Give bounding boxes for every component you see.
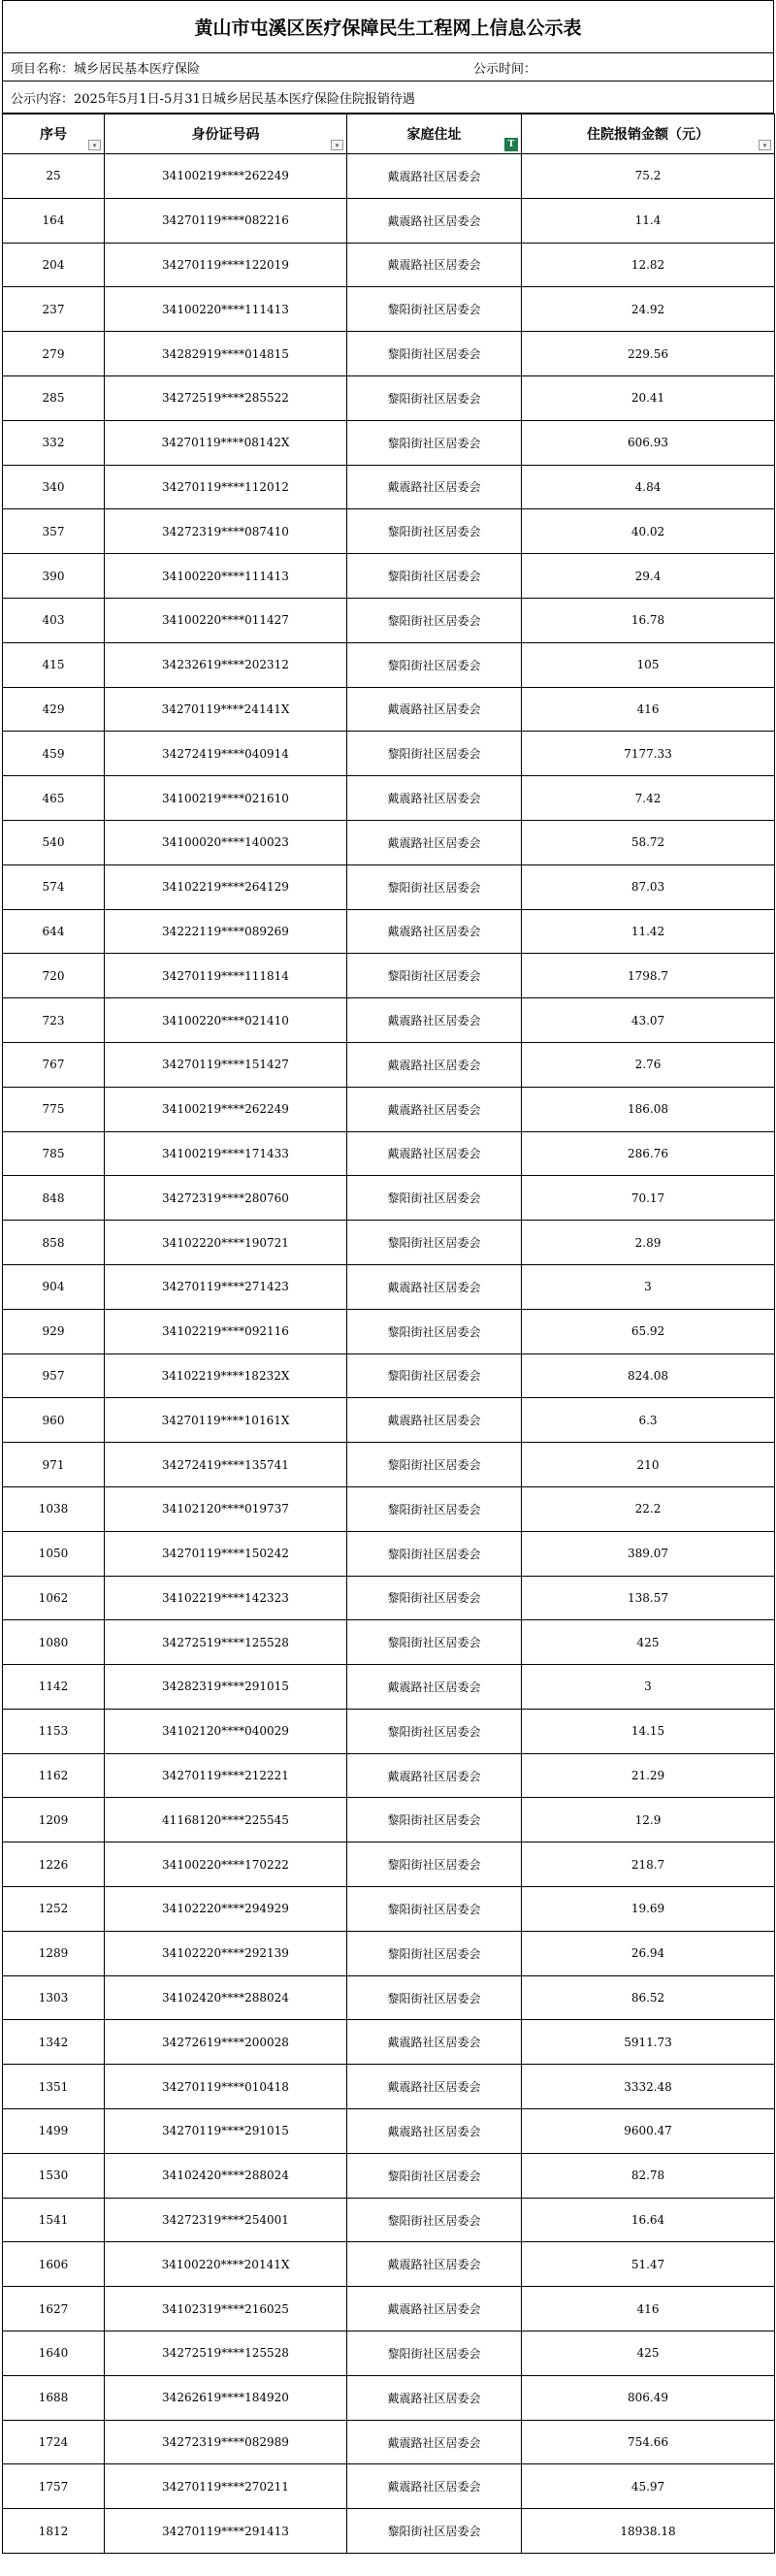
filter-active-icon[interactable]: T [504,138,518,151]
cell-index: 1627 [3,2287,105,2331]
cell-amount: 138.57 [522,1576,775,1620]
cell-index: 1038 [3,1486,105,1531]
table-row [3,1709,775,1753]
cell-index: 1724 [3,2420,105,2464]
cell-address: 黎阳街社区居委会 [347,1620,522,1665]
cell-id-number: 34100219****262249 [105,154,347,199]
cell-id-number: 34100220****20141X [105,2242,347,2287]
cell-amount: 75.2 [522,154,775,199]
cell-id-number: 34270119****112012 [105,465,347,509]
header-id-number [105,114,347,154]
cell-amount: 40.02 [522,509,775,554]
cell-address: 戴震路社区居委会 [347,2464,522,2509]
table-row [3,1042,775,1087]
cell-id-number: 34102120****019737 [105,1486,347,1531]
cell-index: 775 [3,1087,105,1131]
cell-id-number: 34282919****014815 [105,332,347,376]
table-row [3,864,775,909]
cell-index: 390 [3,554,105,599]
cell-index: 1153 [3,1709,105,1753]
cell-index: 971 [3,1443,105,1487]
cell-address: 黎阳街社区居委会 [347,864,522,909]
cell-id-number: 34270119****291413 [105,2509,347,2554]
cell-address: 戴震路社区居委会 [347,2287,522,2331]
cell-address: 黎阳街社区居委会 [347,1842,522,1887]
cell-index: 285 [3,375,105,420]
cell-index: 1499 [3,2109,105,2154]
cell-index: 785 [3,1131,105,1176]
table-row [3,1842,775,1887]
cell-id-number: 34102219****092116 [105,1309,347,1353]
cell-address: 戴震路社区居委会 [347,1753,522,1798]
cell-index: 1209 [3,1798,105,1842]
table-row [3,554,775,599]
cell-amount: 65.92 [522,1309,775,1353]
cell-amount: 11.42 [522,909,775,954]
cell-index: 1351 [3,2065,105,2109]
public-notice-sheet [2,0,774,2554]
cell-index: 415 [3,642,105,687]
table-row [3,1576,775,1620]
cell-address: 戴震路社区居委会 [347,820,522,864]
cell-index: 1162 [3,1753,105,1798]
cell-id-number: 34102220****294929 [105,1887,347,1932]
table-row [3,1620,775,1665]
cell-index: 723 [3,998,105,1043]
cell-index: 1289 [3,1931,105,1975]
cell-amount: 16.64 [522,2198,775,2242]
cell-index: 164 [3,198,105,243]
cell-amount: 22.2 [522,1486,775,1531]
cell-amount: 11.4 [522,198,775,243]
header-id-number-label: 身份证号码 [191,127,260,143]
cell-index: 332 [3,420,105,465]
cell-id-number: 34100220****021410 [105,998,347,1043]
cell-index: 1062 [3,1576,105,1620]
cell-amount: 51.47 [522,2242,775,2287]
table-row [3,2109,775,2154]
cell-amount: 26.94 [522,1931,775,1975]
cell-address: 戴震路社区居委会 [347,687,522,732]
cell-id-number: 34262619****184920 [105,2375,347,2420]
cell-id-number: 34102420****288024 [105,2153,347,2198]
cell-amount: 86.52 [522,1975,775,2020]
cell-id-number: 34102319****216025 [105,2287,347,2331]
cell-id-number: 34100220****170222 [105,1842,347,1887]
header-address [347,114,522,154]
cell-amount: 218.7 [522,1842,775,1887]
table-row [3,2464,775,2509]
cell-id-number: 34270119****150242 [105,1531,347,1576]
cell-address: 戴震路社区居委会 [347,465,522,509]
cell-amount: 1798.7 [522,954,775,998]
cell-address: 戴震路社区居委会 [347,2109,522,2154]
cell-address: 戴震路社区居委会 [347,2020,522,2065]
cell-amount: 21.29 [522,1753,775,1798]
cell-amount: 425 [522,1620,775,1665]
meta-row [2,53,774,82]
cell-id-number: 34272519****125528 [105,1620,347,1665]
cell-address: 戴震路社区居委会 [347,198,522,243]
cell-index: 1226 [3,1842,105,1887]
cell-address: 黎阳街社区居委会 [347,375,522,420]
cell-id-number: 34272319****280760 [105,1176,347,1221]
cell-amount: 425 [522,2331,775,2376]
cell-amount: 2.76 [522,1042,775,1087]
cell-amount: 24.92 [522,287,775,332]
cell-amount: 3 [522,1264,775,1309]
cell-id-number: 34270119****151427 [105,1042,347,1087]
sheet-title: 黄山市屯溪区医疗保障民生工程网上信息公示表 [2,0,774,53]
cell-index: 1606 [3,2242,105,2287]
cell-index: 459 [3,732,105,776]
filter-dropdown-icon[interactable]: ▾ [331,140,343,150]
cell-index: 957 [3,1353,105,1398]
cell-index: 929 [3,1309,105,1353]
cell-id-number: 34272419****040914 [105,732,347,776]
table-row [3,1798,775,1842]
cell-address: 黎阳街社区居委会 [347,954,522,998]
cell-id-number: 34282319****291015 [105,1665,347,1710]
table-row [3,909,775,954]
cell-amount: 754.66 [522,2420,775,2464]
table-row [3,1975,775,2020]
cell-address: 黎阳街社区居委会 [347,1309,522,1353]
table-row [3,420,775,465]
table-row [3,1398,775,1443]
header-address-label: 家庭住址 [406,127,462,143]
cell-index: 429 [3,687,105,732]
cell-index: 1640 [3,2331,105,2376]
cell-address: 黎阳街社区居委会 [347,2509,522,2554]
cell-address: 戴震路社区居委会 [347,998,522,1043]
table-row [3,2153,775,2198]
header-index-label: 序号 [40,127,67,143]
cell-amount: 806.49 [522,2375,775,2420]
cell-amount: 416 [522,687,775,732]
cell-id-number: 34270119****291015 [105,2109,347,2154]
cell-address: 黎阳街社区居委会 [347,2198,522,2242]
table-row [3,1753,775,1798]
cell-address: 黎阳街社区居委会 [347,642,522,687]
cell-id-number: 34270119****122019 [105,243,347,287]
cell-amount: 43.07 [522,998,775,1043]
cell-index: 1252 [3,1887,105,1932]
cell-id-number: 34270119****010418 [105,2065,347,2109]
cell-address: 戴震路社区居委会 [347,1087,522,1131]
cell-index: 1812 [3,2509,105,2554]
table-row [3,509,775,554]
cell-amount: 606.93 [522,420,775,465]
cell-amount: 416 [522,2287,775,2331]
table-row [3,1176,775,1221]
cell-address: 戴震路社区居委会 [347,1264,522,1309]
cell-index: 1050 [3,1531,105,1576]
cell-amount: 70.17 [522,1176,775,1221]
cell-amount: 3332.48 [522,2065,775,2109]
cell-id-number: 34100220****111413 [105,287,347,332]
cell-address: 戴震路社区居委会 [347,1398,522,1443]
cell-index: 644 [3,909,105,954]
cell-address: 戴震路社区居委会 [347,2242,522,2287]
cell-index: 237 [3,287,105,332]
table-row [3,243,775,287]
cell-id-number: 34272519****285522 [105,375,347,420]
cell-index: 1688 [3,2375,105,2420]
cell-id-number: 34270119****270211 [105,2464,347,2509]
cell-address: 黎阳街社区居委会 [347,509,522,554]
cell-address: 黎阳街社区居委会 [347,1975,522,2020]
cell-id-number: 34272519****125528 [105,2331,347,2376]
table-row [3,954,775,998]
cell-index: 960 [3,1398,105,1443]
cell-id-number: 34270119****08142X [105,420,347,465]
cell-address: 戴震路社区居委会 [347,1665,522,1710]
table-row [3,1131,775,1176]
filter-dropdown-icon[interactable]: ▾ [759,140,771,150]
cell-id-number: 34270119****271423 [105,1264,347,1309]
cell-amount: 7177.33 [522,732,775,776]
cell-index: 25 [3,154,105,199]
table-row [3,2509,775,2554]
cell-address: 黎阳街社区居委会 [347,420,522,465]
cell-index: 904 [3,1264,105,1309]
cell-amount: 20.41 [522,375,775,420]
cell-id-number: 34272419****135741 [105,1443,347,1487]
table-row [3,732,775,776]
cell-address: 戴震路社区居委会 [347,909,522,954]
table-row [3,2287,775,2331]
table-row [3,1221,775,1265]
cell-address: 黎阳街社区居委会 [347,732,522,776]
cell-address: 戴震路社区居委会 [347,2375,522,2420]
reimbursement-table [2,114,775,2554]
table-row [3,598,775,642]
cell-index: 465 [3,776,105,821]
cell-address: 黎阳街社区居委会 [347,1798,522,1842]
cell-index: 767 [3,1042,105,1087]
cell-id-number: 34102220****190721 [105,1221,347,1265]
cell-amount: 286.76 [522,1131,775,1176]
cell-amount: 16.78 [522,598,775,642]
cell-amount: 389.07 [522,1531,775,1576]
cell-address: 黎阳街社区居委会 [347,332,522,376]
table-row [3,1531,775,1576]
cell-id-number: 41168120****225545 [105,1798,347,1842]
cell-address: 戴震路社区居委会 [347,776,522,821]
cell-address: 黎阳街社区居委会 [347,1931,522,1975]
cell-id-number: 34270119****082216 [105,198,347,243]
cell-index: 1530 [3,2153,105,2198]
cell-id-number: 34102120****040029 [105,1709,347,1753]
cell-index: 1541 [3,2198,105,2242]
cell-id-number: 34100219****021610 [105,776,347,821]
cell-amount: 105 [522,642,775,687]
cell-id-number: 34102220****292139 [105,1931,347,1975]
cell-id-number: 34102219****142323 [105,1576,347,1620]
table-row [3,2375,775,2420]
cell-address: 黎阳街社区居委会 [347,1531,522,1576]
table-row [3,687,775,732]
cell-address: 黎阳街社区居委会 [347,1709,522,1753]
cell-index: 1142 [3,1665,105,1710]
table-row [3,1264,775,1309]
cell-id-number: 34100219****262249 [105,1087,347,1131]
cell-index: 1303 [3,1975,105,2020]
cell-id-number: 34100220****011427 [105,598,347,642]
cell-index: 1757 [3,2464,105,2509]
cell-id-number: 34222119****089269 [105,909,347,954]
cell-address: 黎阳街社区居委会 [347,1176,522,1221]
header-amount [522,114,775,154]
cell-id-number: 34272319****082989 [105,2420,347,2464]
cell-id-number: 34272619****200028 [105,2020,347,2065]
table-row [3,154,775,199]
cell-address: 黎阳街社区居委会 [347,287,522,332]
cell-id-number: 34100220****111413 [105,554,347,599]
cell-amount: 5911.73 [522,2020,775,2065]
table-row [3,2065,775,2109]
cell-index: 340 [3,465,105,509]
table-row [3,2331,775,2376]
table-row [3,198,775,243]
cell-address: 黎阳街社区居委会 [347,1443,522,1487]
cell-amount: 87.03 [522,864,775,909]
cell-address: 黎阳街社区居委会 [347,1576,522,1620]
table-row [3,642,775,687]
table-row [3,1887,775,1932]
table-row [3,1486,775,1531]
table-row [3,375,775,420]
cell-id-number: 34270119****24141X [105,687,347,732]
table-row [3,2198,775,2242]
cell-index: 403 [3,598,105,642]
cell-amount: 824.08 [522,1353,775,1398]
cell-address: 戴震路社区居委会 [347,1042,522,1087]
cell-index: 574 [3,864,105,909]
publish-content: 公示内容：2025年5月1日-5月31日城乡居民基本医疗保险住院报销待遇 [2,82,774,114]
table-row [3,332,775,376]
cell-address: 黎阳街社区居委会 [347,2153,522,2198]
cell-amount: 18938.18 [522,2509,775,2554]
cell-index: 279 [3,332,105,376]
cell-id-number: 34272319****254001 [105,2198,347,2242]
cell-amount: 12.9 [522,1798,775,1842]
cell-id-number: 34102420****288024 [105,1975,347,2020]
table-row [3,1931,775,1975]
header-index [3,114,105,154]
table-row [3,465,775,509]
cell-index: 1080 [3,1620,105,1665]
cell-id-number: 34100020****140023 [105,820,347,864]
cell-id-number: 34102219****264129 [105,864,347,909]
table-row [3,776,775,821]
table-row [3,2020,775,2065]
table-body [3,154,775,2554]
header-row [3,114,775,154]
cell-address: 黎阳街社区居委会 [347,2331,522,2376]
cell-id-number: 34270119****10161X [105,1398,347,1443]
cell-id-number: 34232619****202312 [105,642,347,687]
table-row [3,1309,775,1353]
cell-amount: 7.42 [522,776,775,821]
cell-amount: 29.4 [522,554,775,599]
cell-amount: 19.69 [522,1887,775,1932]
cell-amount: 3 [522,1665,775,1710]
table-row [3,2242,775,2287]
cell-address: 戴震路社区居委会 [347,2065,522,2109]
table-row [3,1087,775,1131]
cell-index: 1342 [3,2020,105,2065]
cell-amount: 45.97 [522,2464,775,2509]
cell-index: 357 [3,509,105,554]
table-row [3,1665,775,1710]
cell-index: 204 [3,243,105,287]
cell-address: 戴震路社区居委会 [347,1131,522,1176]
publish-time: 公示时间： [473,61,537,77]
cell-amount: 14.15 [522,1709,775,1753]
cell-amount: 58.72 [522,820,775,864]
cell-index: 540 [3,820,105,864]
table-row [3,2420,775,2464]
cell-index: 858 [3,1221,105,1265]
cell-amount: 186.08 [522,1087,775,1131]
cell-amount: 229.56 [522,332,775,376]
header-amount-label: 住院报销金额（元） [587,127,709,143]
cell-id-number: 34102219****18232X [105,1353,347,1398]
cell-amount: 4.84 [522,465,775,509]
cell-amount: 9600.47 [522,2109,775,2154]
cell-address: 黎阳街社区居委会 [347,554,522,599]
table-row [3,820,775,864]
cell-address: 戴震路社区居委会 [347,2420,522,2464]
table-row [3,1353,775,1398]
cell-index: 720 [3,954,105,998]
cell-address: 戴震路社区居委会 [347,154,522,199]
cell-address: 黎阳街社区居委会 [347,1221,522,1265]
table-row [3,998,775,1043]
project-name: 项目名称：城乡居民基本医疗保险 [11,61,201,77]
cell-id-number: 34270119****111814 [105,954,347,998]
table-row [3,287,775,332]
filter-dropdown-icon[interactable]: ▾ [88,140,101,150]
cell-address: 黎阳街社区居委会 [347,1353,522,1398]
cell-id-number: 34270119****212221 [105,1753,347,1798]
cell-amount: 210 [522,1443,775,1487]
table-row [3,1443,775,1487]
cell-address: 黎阳街社区居委会 [347,1887,522,1932]
cell-address: 黎阳街社区居委会 [347,598,522,642]
cell-amount: 82.78 [522,2153,775,2198]
cell-address: 黎阳街社区居委会 [347,1486,522,1531]
cell-id-number: 34100219****171433 [105,1131,347,1176]
cell-amount: 6.3 [522,1398,775,1443]
cell-amount: 2.89 [522,1221,775,1265]
cell-id-number: 34272319****087410 [105,509,347,554]
cell-index: 848 [3,1176,105,1221]
cell-amount: 12.82 [522,243,775,287]
cell-address: 戴震路社区居委会 [347,243,522,287]
